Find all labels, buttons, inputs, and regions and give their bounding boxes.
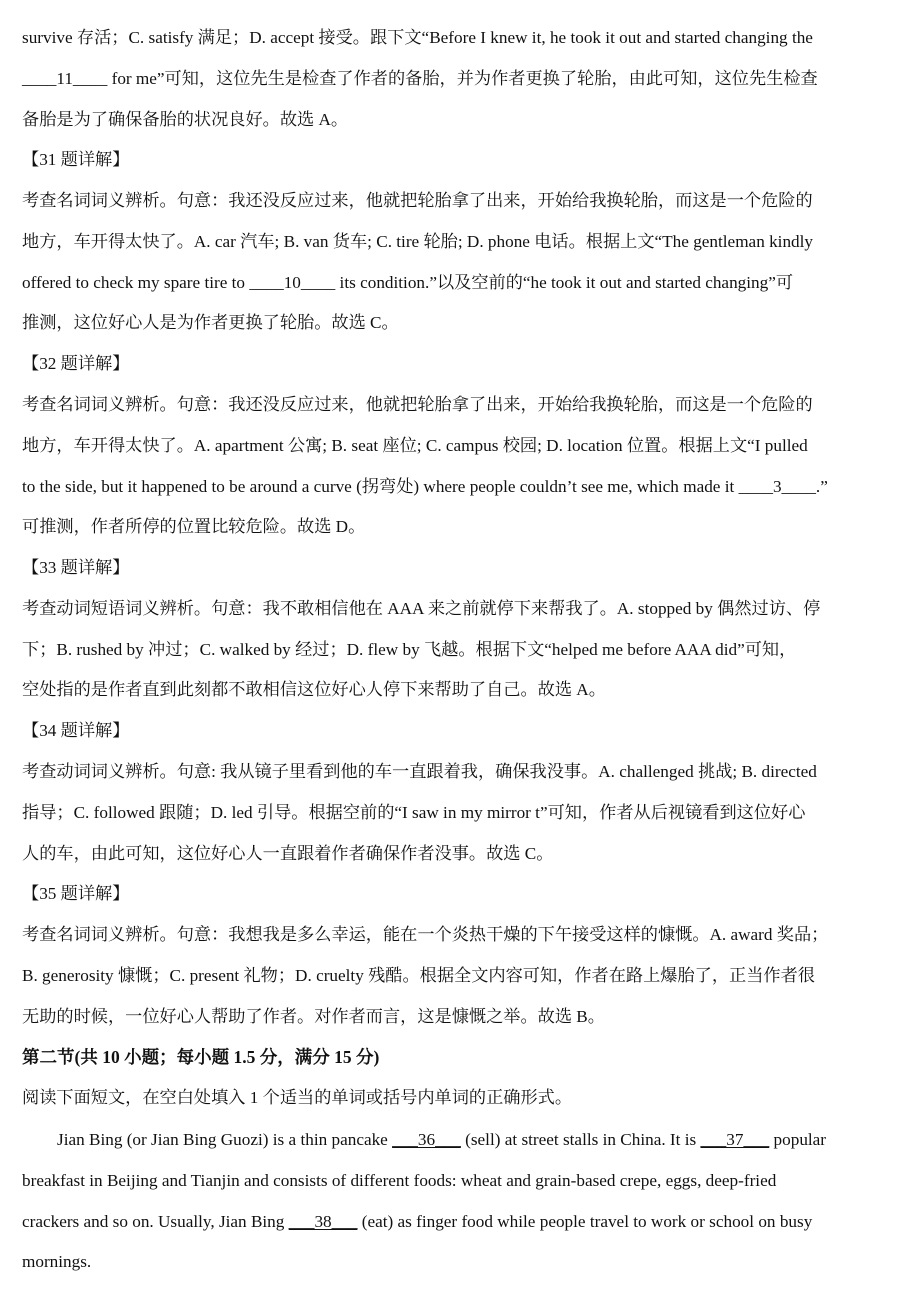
text-line: 地方，车开得太快了。A. apartment 公寓; B. seat 座位; C. campus 校园; D. location 位置。根据上文“I pulled bbox=[22, 436, 808, 455]
passage-text: Jian Bing (or Jian Bing Guozi) is a thin pancake bbox=[57, 1130, 393, 1149]
blank-36: ___36___ bbox=[392, 1130, 461, 1149]
passage-text: (sell) at street stalls in China. It is bbox=[460, 1130, 701, 1149]
section-heading-35: 【35 题详解】 bbox=[22, 884, 130, 903]
text-line: ____11____ for me”可知，这位先生是检查了作者的备胎，并为作者更换了轮胎，由此可知，这位先生检查 bbox=[22, 69, 818, 88]
section-heading-33: 【33 题详解】 bbox=[22, 558, 130, 577]
text-line: 备胎是为了确保备胎的状况良好。故选 A。 bbox=[22, 110, 349, 129]
blank-37: ___37___ bbox=[700, 1130, 770, 1149]
text-line: 人的车，由此可知，这位好心人一直跟着作者确保作者没事。故选 C。 bbox=[22, 844, 554, 863]
passage-text: (eat) as finger food while people travel to work or school on busy bbox=[357, 1212, 813, 1231]
text-line: B. generosity 慷慨；C. present 礼物；D. cruelty 残酷。根据全文内容可知，作者在路上爆胎了，正当作者很 bbox=[22, 966, 815, 985]
passage-line: mornings. bbox=[22, 1252, 92, 1271]
text-line: 考查名词词义辨析。句意：我还没反应过来，他就把轮胎拿了出来，开始给我换轮胎，而这是一个危险的 bbox=[22, 191, 813, 210]
instruction-line: 阅读下面短文，在空白处填入 1 个适当的单词或括号内单词的正确形式。 bbox=[22, 1088, 573, 1107]
section-heading-32: 【32 题详解】 bbox=[22, 354, 130, 373]
section-heading-34: 【34 题详解】 bbox=[22, 721, 130, 740]
text-line: 考查动词词义辨析。句意: 我从镜子里看到他的车一直跟着我，确保我没事。A. challenged 挑战; B. directed bbox=[22, 762, 817, 781]
passage-line bbox=[57, 1130, 882, 1150]
text-line: 考查名词词义辨析。句意：我想我是多么幸运，能在一个炎热干燥的下午接受这样的慷慨。A. award 奖品； bbox=[22, 925, 829, 944]
section-heading-31: 【31 题详解】 bbox=[22, 150, 130, 169]
text-line: 空处指的是作者直到此刻都不敢相信这位好心人停下来帮助了自己。故选 A。 bbox=[22, 680, 606, 699]
passage-line bbox=[22, 1212, 882, 1232]
text-line: 地方，车开得太快了。A. car 汽车; B. van 货车; C. tire 轮胎; D. phone 电话。根据上文“The gentleman kindly bbox=[22, 232, 814, 251]
text-line: offered to check my spare tire to ____10____ its condition.”以及空前的“he took it out and started changing”可 bbox=[22, 273, 794, 292]
text-line: 无助的时候，一位好心人帮助了作者。对作者而言，这是慷慨之举。故选 B。 bbox=[22, 1007, 605, 1026]
part-heading: 第二节(共 10 小题；每小题 1.5 分，满分 15 分) bbox=[22, 1047, 380, 1067]
text-line: 可推测，作者所停的位置比较危险。故选 D。 bbox=[22, 517, 366, 536]
text-line: 考查动词短语词义辨析。句意：我不敢相信他在 AAA 来之前就停下来帮我了。A. stopped by 偶然过访、停 bbox=[22, 599, 821, 618]
text-line: 下；B. rushed by 冲过；C. walked by 经过；D. flew by 飞越。根据下文“helped me before AAA did”可知， bbox=[22, 640, 797, 659]
blank-38: ___38___ bbox=[288, 1212, 358, 1231]
passage-line: breakfast in Beijing and Tianjin and consists of different foods: wheat and grain-based crepe, eggs, deep-fried bbox=[22, 1171, 777, 1190]
text-line: 推测，这位好心人是为作者更换了轮胎。故选 C。 bbox=[22, 313, 399, 332]
text-line: to the side, but it happened to be around a curve (拐弯处) where people couldn’t see me, which made it ____3____.” bbox=[22, 477, 828, 496]
passage-text: popular bbox=[769, 1130, 827, 1149]
passage-text: crackers and so on. Usually, Jian Bing bbox=[22, 1212, 289, 1231]
text-line: survive 存活；C. satisfy 满足；D. accept 接受。跟下文“Before I knew it, he took it out and started changing the bbox=[22, 28, 813, 47]
text-line: 指导；C. followed 跟随；D. led 引导。根据空前的“I saw in my mirror t”可知，作者从后视镜看到这位好心 bbox=[22, 803, 806, 822]
text-line: 考查名词词义辨析。句意：我还没反应过来，他就把轮胎拿了出来，开始给我换轮胎，而这是一个危险的 bbox=[22, 395, 813, 414]
